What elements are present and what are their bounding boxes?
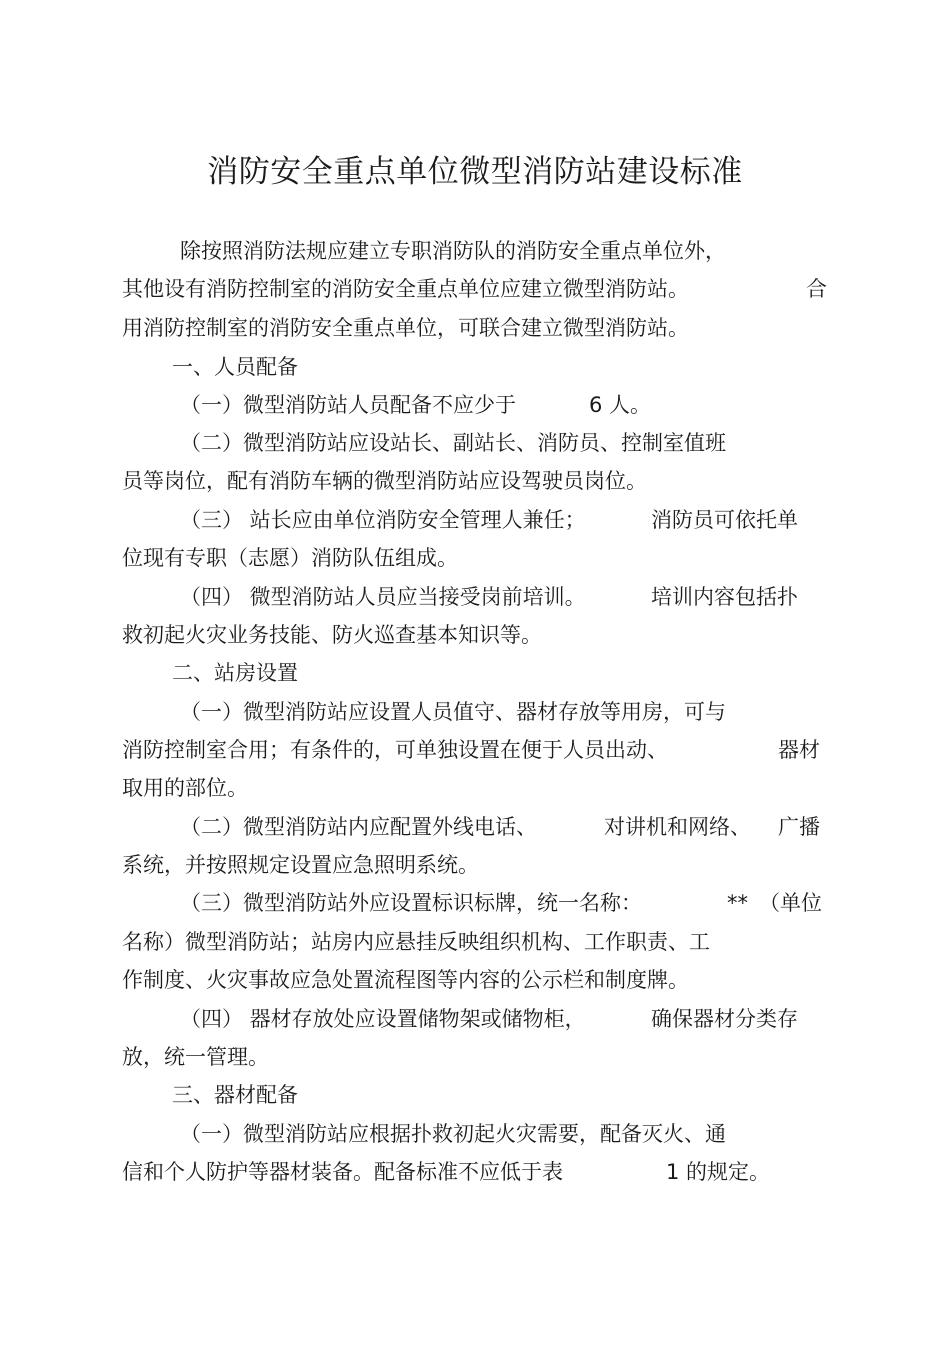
section-heading: 三、器材配备 — [172, 1083, 298, 1107]
paragraph-line: 除按照消防法规应建立专职消防队的消防安全重点单位外， — [180, 239, 726, 263]
paragraph-line: 员等岗位，配有消防车辆的微型消防站应设驾驶员岗位。 — [122, 469, 647, 493]
paragraph-line: ** — [727, 891, 748, 915]
section-heading: 一、人员配备 — [172, 355, 298, 379]
paragraph-line: （四） 微型消防站人员应当接受岗前培训。 — [180, 585, 586, 609]
paragraph-line: （三） 站长应由单位消防安全管理人兼任； — [180, 508, 586, 532]
paragraph-line: （单位 — [759, 891, 822, 915]
paragraph-line: （一）微型消防站应设置人员值守、器材存放等用房，可与 — [180, 700, 726, 724]
paragraph-line: 放，统一管理。 — [122, 1045, 269, 1069]
paragraph-line: 1 的规定。 — [666, 1160, 771, 1184]
section-heading: 二、站房设置 — [172, 661, 298, 685]
paragraph-line: （三）微型消防站外应设置标识标牌，统一名称： — [180, 891, 642, 915]
paragraph-line: 对讲机和网络、 — [604, 815, 751, 839]
paragraph-line: 信和个人防护等器材装备。配备标准不应低于表 — [122, 1160, 563, 1184]
paragraph-line: 其他设有消防控制室的消防安全重点单位应建立微型消防站。 — [122, 277, 689, 301]
paragraph-line: 广播 — [778, 815, 820, 839]
paragraph-line: 位现有专职（志愿）消防队伍组成。 — [122, 546, 458, 570]
paragraph-line: （二）微型消防站应设站长、副站长、消防员、控制室值班 — [180, 431, 726, 455]
paragraph-line: （二）微型消防站内应配置外线电话、 — [180, 815, 537, 839]
paragraph-line: 作制度、火灾事故应急处置流程图等内容的公示栏和制度牌。 — [122, 968, 689, 992]
paragraph-line: 器材 — [778, 738, 820, 762]
paragraph-line: 系统，并按照规定设置应急照明系统。 — [122, 853, 479, 877]
paragraph-line: 救初起火灾业务技能、防火巡查基本知识等。 — [122, 623, 542, 647]
paragraph-line: 取用的部位。 — [122, 776, 248, 800]
paragraph-line: （一）微型消防站应根据扑救初起火灾需要，配备灭火、通 — [180, 1122, 726, 1146]
document-title: 消防安全重点单位微型消防站建设标准 — [207, 154, 743, 190]
paragraph-line: （四） 器材存放处应设置储物架或储物柜， — [180, 1007, 586, 1031]
paragraph-line: 消防控制室合用；有条件的，可单独设置在便于人员出动、 — [122, 738, 668, 762]
paragraph-line: 确保器材分类存 — [651, 1007, 798, 1031]
paragraph-line: 6 人。 — [589, 393, 652, 417]
paragraph-line: 培训内容包括扑 — [651, 585, 798, 609]
paragraph-line: 消防员可依托单 — [651, 508, 798, 532]
paragraph-line: （一）微型消防站人员配备不应少于 — [180, 393, 516, 417]
paragraph-line: 用消防控制室的消防安全重点单位，可联合建立微型消防站。 — [122, 316, 689, 340]
paragraph-line: 名称）微型消防站；站房内应悬挂反映组织机构、工作职责、工 — [122, 930, 710, 954]
paragraph-line: 合 — [806, 277, 827, 301]
